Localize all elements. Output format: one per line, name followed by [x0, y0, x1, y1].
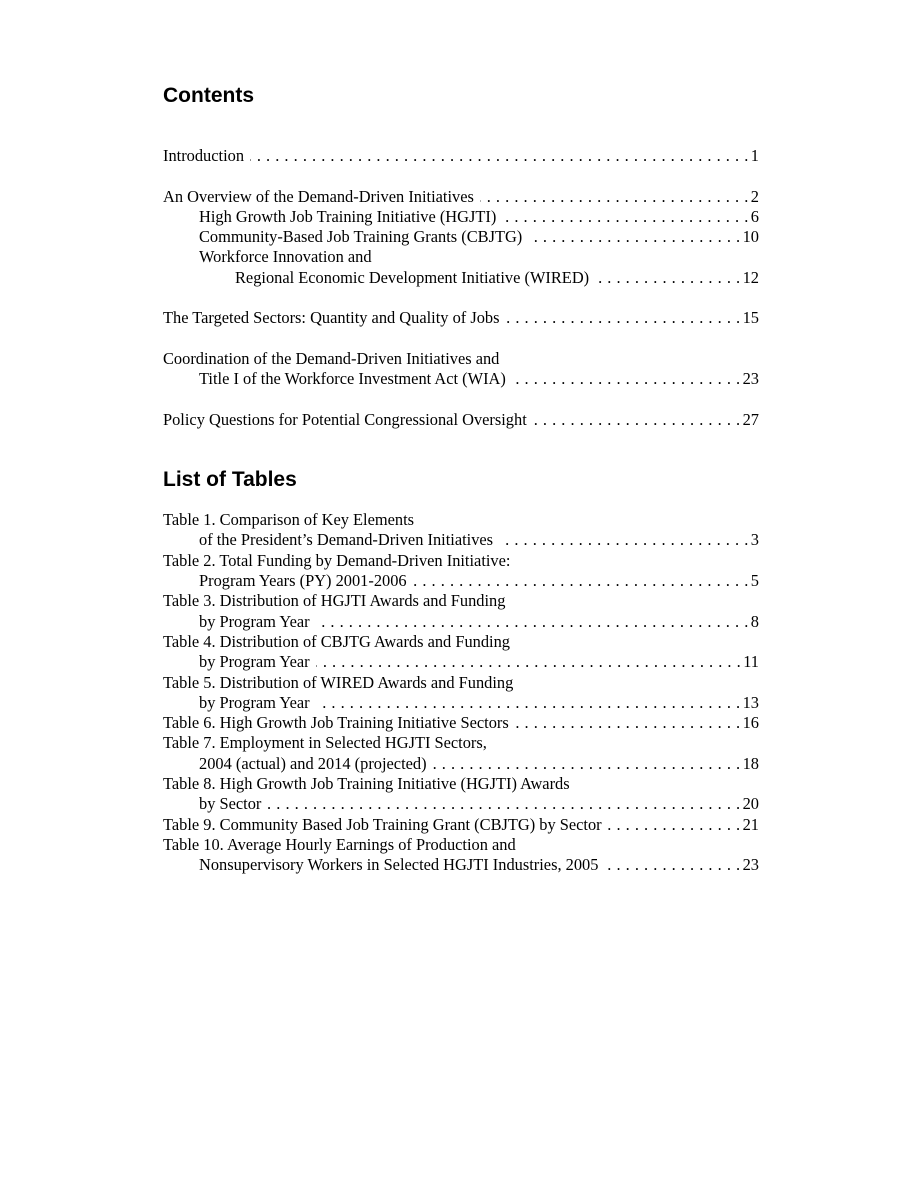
table-page-number: 8	[750, 611, 759, 631]
toc-entry-title: The Targeted Sectors: Quantity and Quality of Jobs	[163, 308, 500, 328]
contents-heading: Contents	[163, 84, 254, 107]
table-entry-title: Table 5. Distribution of WIRED Awards and Funding	[163, 672, 514, 692]
table-page-number: 18	[742, 753, 759, 773]
dot-leader	[480, 187, 749, 207]
table-page-number: 23	[742, 855, 759, 875]
document-page	[163, 84, 759, 876]
toc-page-number: 15	[742, 308, 759, 328]
dot-leader	[528, 227, 740, 247]
table-entry-title-continued: by Program Year	[199, 652, 310, 672]
toc-page-number: 27	[742, 409, 759, 429]
table-entry-title: Table 4. Distribution of CBJTG Awards and Funding	[163, 631, 510, 651]
table-entry-title: Table 9. Community Based Job Training Grant (CBJTG) by Sector	[163, 814, 602, 834]
toc-entry-title: High Growth Job Training Initiative (HGJTI)	[199, 206, 497, 226]
toc-entry-cbjtg[interactable]	[163, 227, 759, 247]
list-of-tables-section	[163, 468, 759, 875]
dot-leader	[604, 855, 740, 875]
toc-entry-introduction[interactable]	[163, 146, 759, 166]
table-entry-title: Table 6. High Growth Job Training Initiative Sectors	[163, 713, 509, 733]
table-entry-9[interactable]	[163, 815, 759, 835]
table-page-number: 3	[750, 530, 759, 550]
dot-leader	[433, 754, 741, 774]
dot-leader	[316, 693, 741, 713]
toc-page-number: 2	[750, 186, 759, 206]
table-entry-title-continued: by Sector	[199, 794, 262, 814]
table-entry-2[interactable]	[163, 551, 759, 592]
toc-entry-title: An Overview of the Demand-Driven Initiatives	[163, 186, 474, 206]
toc-page-number: 6	[750, 206, 759, 226]
list-of-tables-heading: List of Tables	[163, 468, 297, 492]
toc-entry-title: Introduction	[163, 146, 245, 165]
dot-leader	[512, 369, 741, 389]
dot-leader	[267, 794, 740, 814]
toc-entry-coordination[interactable]	[163, 349, 759, 390]
dot-leader	[515, 713, 741, 733]
table-entry-title-continued: Program Years (PY) 2001-2006	[199, 571, 407, 591]
table-entry-4[interactable]	[163, 632, 759, 673]
table-entry-title-continued: by Program Year	[199, 692, 310, 712]
table-entry-1[interactable]	[163, 510, 759, 551]
toc-entry-title-continued: Regional Economic Development Initiative (WIRED)	[235, 267, 590, 287]
table-entry-8[interactable]	[163, 774, 759, 815]
table-entry-6[interactable]	[163, 713, 759, 733]
table-entry-10[interactable]	[163, 835, 759, 876]
dot-leader	[595, 268, 740, 288]
toc-entry-targeted-sectors[interactable]	[163, 308, 759, 328]
toc-entry-overview[interactable]	[163, 187, 759, 207]
toc-page-number: 12	[742, 267, 759, 287]
table-entry-title-continued: of the President’s Demand-Driven Initiatives	[199, 530, 494, 550]
toc-page-number: 10	[742, 227, 759, 247]
toc-entry-wired[interactable]	[163, 247, 759, 288]
table-entry-title: Table 1. Comparison of Key Elements	[163, 510, 415, 530]
toc-page-number: 1	[750, 146, 759, 165]
toc-entry-title: Coordination of the Demand-Driven Initiatives and	[163, 348, 500, 368]
table-entry-5[interactable]	[163, 673, 759, 714]
table-entry-title: Table 3. Distribution of HGJTI Awards and Funding	[163, 591, 506, 611]
dot-leader	[413, 571, 749, 591]
dot-leader	[533, 410, 741, 430]
table-page-number: 11	[743, 652, 759, 672]
table-page-number: 20	[742, 794, 759, 814]
table-page-number: 5	[750, 571, 759, 591]
table-page-number: 21	[742, 814, 759, 834]
toc-entry-title-continued: Title I of the Workforce Investment Act (WIA)	[199, 369, 506, 389]
dot-leader	[316, 612, 749, 632]
table-entry-7[interactable]	[163, 733, 759, 774]
dot-leader	[316, 652, 742, 672]
table-entry-title-continued: Nonsupervisory Workers in Selected HGJTI Industries, 2005	[199, 855, 599, 875]
toc-page-number: 23	[742, 369, 759, 389]
dot-leader	[505, 308, 740, 328]
toc-entry-title: Workforce Innovation and	[199, 247, 372, 267]
table-entry-title: Table 10. Average Hourly Earnings of Production and	[163, 834, 516, 854]
table-entry-title: Table 7. Employment in Selected HGJTI Sectors,	[163, 733, 487, 753]
dot-leader	[499, 530, 749, 550]
table-entry-3[interactable]	[163, 591, 759, 632]
table-entry-title-continued: 2004 (actual) and 2014 (projected)	[199, 753, 427, 773]
toc-entry-title: Community-Based Job Training Grants (CBJTG)	[199, 227, 523, 247]
dot-leader	[502, 207, 749, 227]
toc-entry-hgjti[interactable]	[163, 207, 759, 227]
toc-entry-policy-questions[interactable]	[163, 410, 759, 430]
table-page-number: 13	[742, 692, 759, 712]
table-entry-title: Table 2. Total Funding by Demand-Driven Initiative:	[163, 550, 511, 570]
toc-entry-title: Policy Questions for Potential Congressional Oversight	[163, 409, 527, 429]
table-entry-title-continued: by Program Year	[199, 611, 310, 631]
contents-section	[163, 84, 759, 430]
dot-leader	[608, 815, 741, 835]
table-page-number: 16	[742, 713, 759, 733]
table-entry-title: Table 8. High Growth Job Training Initiative (HGJTI) Awards	[163, 774, 570, 794]
dot-leader	[250, 146, 749, 166]
